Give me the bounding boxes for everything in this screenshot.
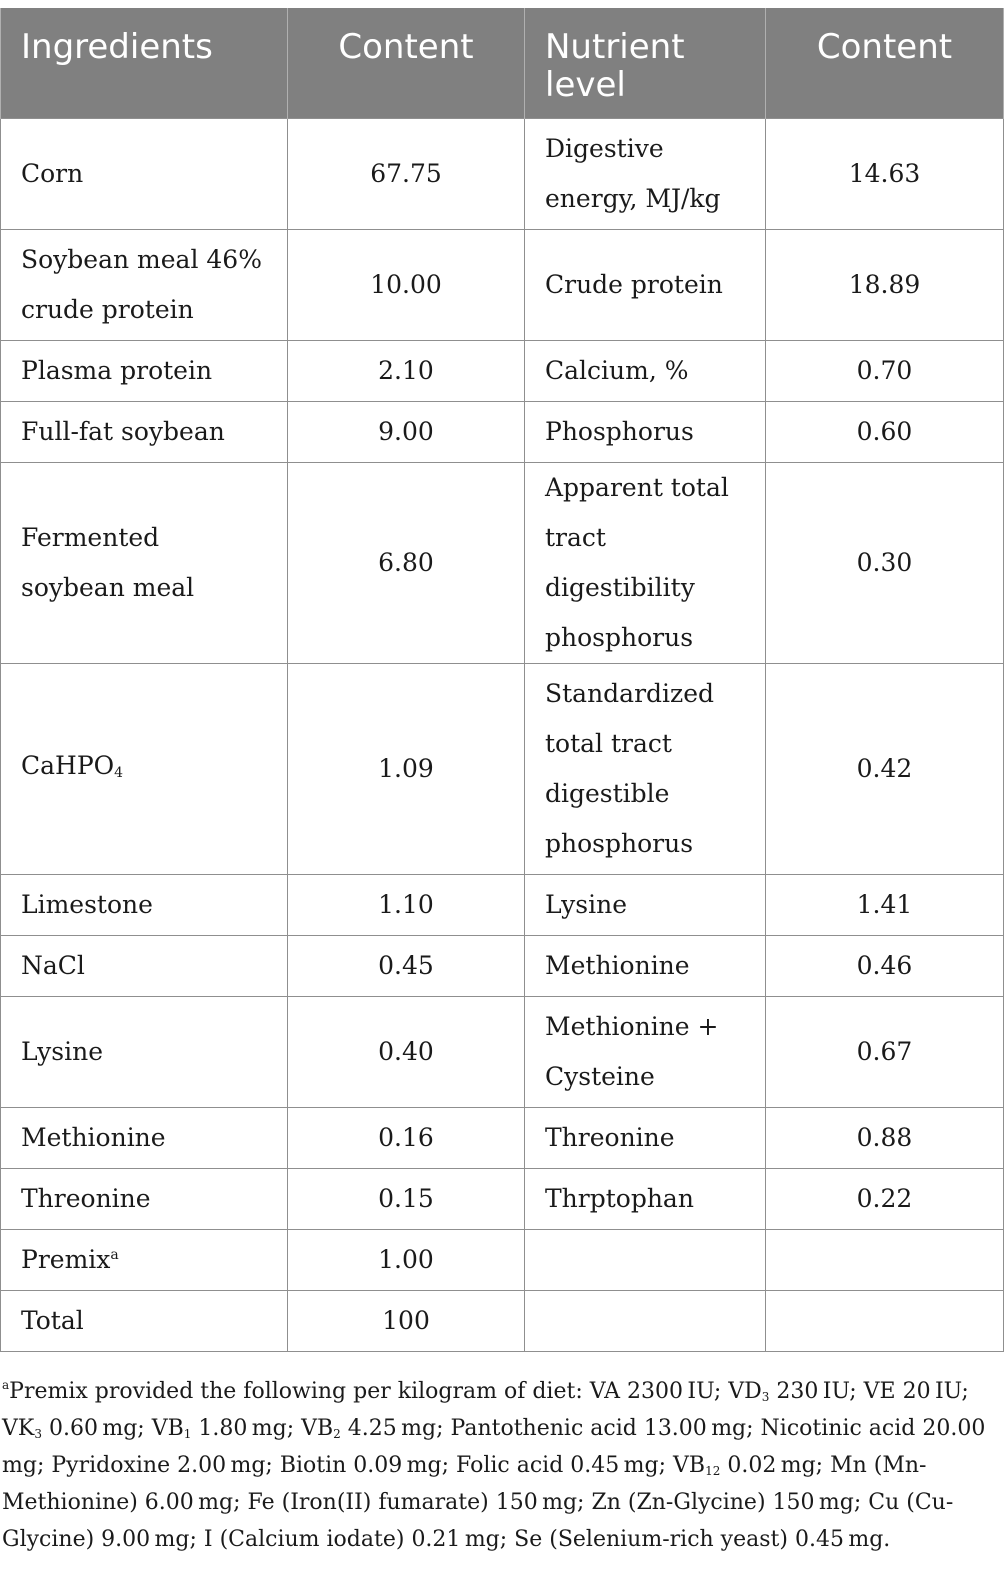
content-cell: 1.10 <box>288 875 525 936</box>
content-cell: 6.80 <box>288 463 525 664</box>
subscript: 3 <box>34 1427 42 1441</box>
nutrient-cell: Phosphorus <box>525 402 766 463</box>
content-cell: 0.15 <box>288 1169 525 1230</box>
subscript: 12 <box>705 1464 721 1478</box>
ingredient-cell: Fermented soybean meal <box>1 463 288 664</box>
ingredient-text: CaHPO <box>21 750 115 780</box>
subscript: 3 <box>761 1390 770 1404</box>
table-row <box>1 664 1004 875</box>
content-cell: 67.75 <box>288 119 525 230</box>
level-cell: 0.88 <box>766 1108 1004 1169</box>
ingredient-cell: Corn <box>1 119 288 230</box>
nutrient-cell: Lysine <box>525 875 766 936</box>
nutrient-cell: Apparent total tract digestibility phosphorus <box>525 463 766 664</box>
content-cell: 1.09 <box>288 664 525 875</box>
subscript: 4 <box>114 764 124 781</box>
ingredient-cell: NaCl <box>1 936 288 997</box>
nutrient-cell: Digestive energy, MJ/kg <box>525 119 766 230</box>
nutrient-cell <box>525 1230 766 1291</box>
table-row <box>1 230 1004 341</box>
table-row <box>1 463 1004 664</box>
ingredient-cell: Soybean meal 46% crude protein <box>1 230 288 341</box>
nutrient-cell: Methionine + Cysteine <box>525 997 766 1108</box>
ingredient-cell: Lysine <box>1 997 288 1108</box>
footnote-marker: a <box>110 1247 119 1263</box>
ingredient-cell: Full-fat soybean <box>1 402 288 463</box>
ingredient-cell: Total <box>1 1291 288 1352</box>
table-row <box>1 875 1004 936</box>
ingredient-cell <box>1 664 288 875</box>
header-row <box>1 8 1004 119</box>
content-cell: 0.40 <box>288 997 525 1108</box>
nutrient-cell <box>525 1291 766 1352</box>
diet-composition-table <box>0 8 1004 1352</box>
table-row <box>1 936 1004 997</box>
level-cell: 0.70 <box>766 341 1004 402</box>
footnote-text: 1.80 mg; VB <box>191 1416 334 1441</box>
ingredient-cell: Methionine <box>1 1108 288 1169</box>
table-row <box>1 1230 1004 1291</box>
level-cell <box>766 1291 1004 1352</box>
level-cell <box>766 1230 1004 1291</box>
subscript: 1 <box>183 1427 192 1441</box>
footnote-text: 0.60 mg; VB <box>41 1416 184 1441</box>
table-row <box>1 1108 1004 1169</box>
level-cell: 14.63 <box>766 119 1004 230</box>
table-row <box>1 341 1004 402</box>
header-nutrient-level: Nutrient level <box>525 8 766 119</box>
content-cell: 9.00 <box>288 402 525 463</box>
level-cell: 0.67 <box>766 997 1004 1108</box>
ingredient-cell: Threonine <box>1 1169 288 1230</box>
level-cell: 0.42 <box>766 664 1004 875</box>
table-row <box>1 402 1004 463</box>
nutrient-cell: Crude protein <box>525 230 766 341</box>
table-row <box>1 119 1004 230</box>
footnote-text: 4.25 mg; Pantothenic acid 13.00 mg; Nicotinic acid 20.00 mg; Pyridoxine 2.00 mg; Biotin 0.09 mg; Folic acid 0.45 mg; VB <box>2 1416 990 1478</box>
header-level-content: Content <box>766 8 1004 119</box>
level-cell: 1.41 <box>766 875 1004 936</box>
subscript: 2 <box>333 1427 341 1441</box>
footnote-text: Premix provided the following per kilogram of diet: VA 2300 IU; VD <box>9 1379 762 1404</box>
footnote <box>2 1373 1002 1558</box>
table-row <box>1 1169 1004 1230</box>
nutrient-cell: Threonine <box>525 1108 766 1169</box>
content-cell: 10.00 <box>288 230 525 341</box>
ingredient-cell: Limestone <box>1 875 288 936</box>
table-row <box>1 997 1004 1108</box>
footnote-text: 0.02 mg; Mn (Mn-Methionine) 6.00 mg; Fe (Iron(II) fumarate) 150 mg; Zn (Zn-Glycine) 150 mg; Cu (Cu-Glycine) 9.00 mg; I (Calcium iodate) 0.21 mg; Se (Selenium-rich yeast) 0.45 mg. <box>2 1453 954 1552</box>
footnote-text: 230 IU; VE 20 IU; VK <box>2 1379 969 1441</box>
footnote-marker: a <box>2 1378 10 1392</box>
level-cell: 0.46 <box>766 936 1004 997</box>
level-cell: 18.89 <box>766 230 1004 341</box>
nutrient-cell: Standardized total tract digestible phosphorus <box>525 664 766 875</box>
header-content: Content <box>288 8 525 119</box>
content-cell: 0.45 <box>288 936 525 997</box>
ingredient-cell: Plasma protein <box>1 341 288 402</box>
nutrient-cell: Thrptophan <box>525 1169 766 1230</box>
table-row <box>1 1291 1004 1352</box>
content-cell: 2.10 <box>288 341 525 402</box>
level-cell: 0.60 <box>766 402 1004 463</box>
level-cell: 0.22 <box>766 1169 1004 1230</box>
content-cell: 1.00 <box>288 1230 525 1291</box>
level-cell: 0.30 <box>766 463 1004 664</box>
content-cell: 100 <box>288 1291 525 1352</box>
ingredient-text: Premix <box>21 1245 111 1274</box>
nutrient-cell: Methionine <box>525 936 766 997</box>
content-cell: 0.16 <box>288 1108 525 1169</box>
nutrient-cell: Calcium, % <box>525 341 766 402</box>
ingredient-cell <box>1 1230 288 1291</box>
header-ingredients: Ingredients <box>1 8 288 119</box>
